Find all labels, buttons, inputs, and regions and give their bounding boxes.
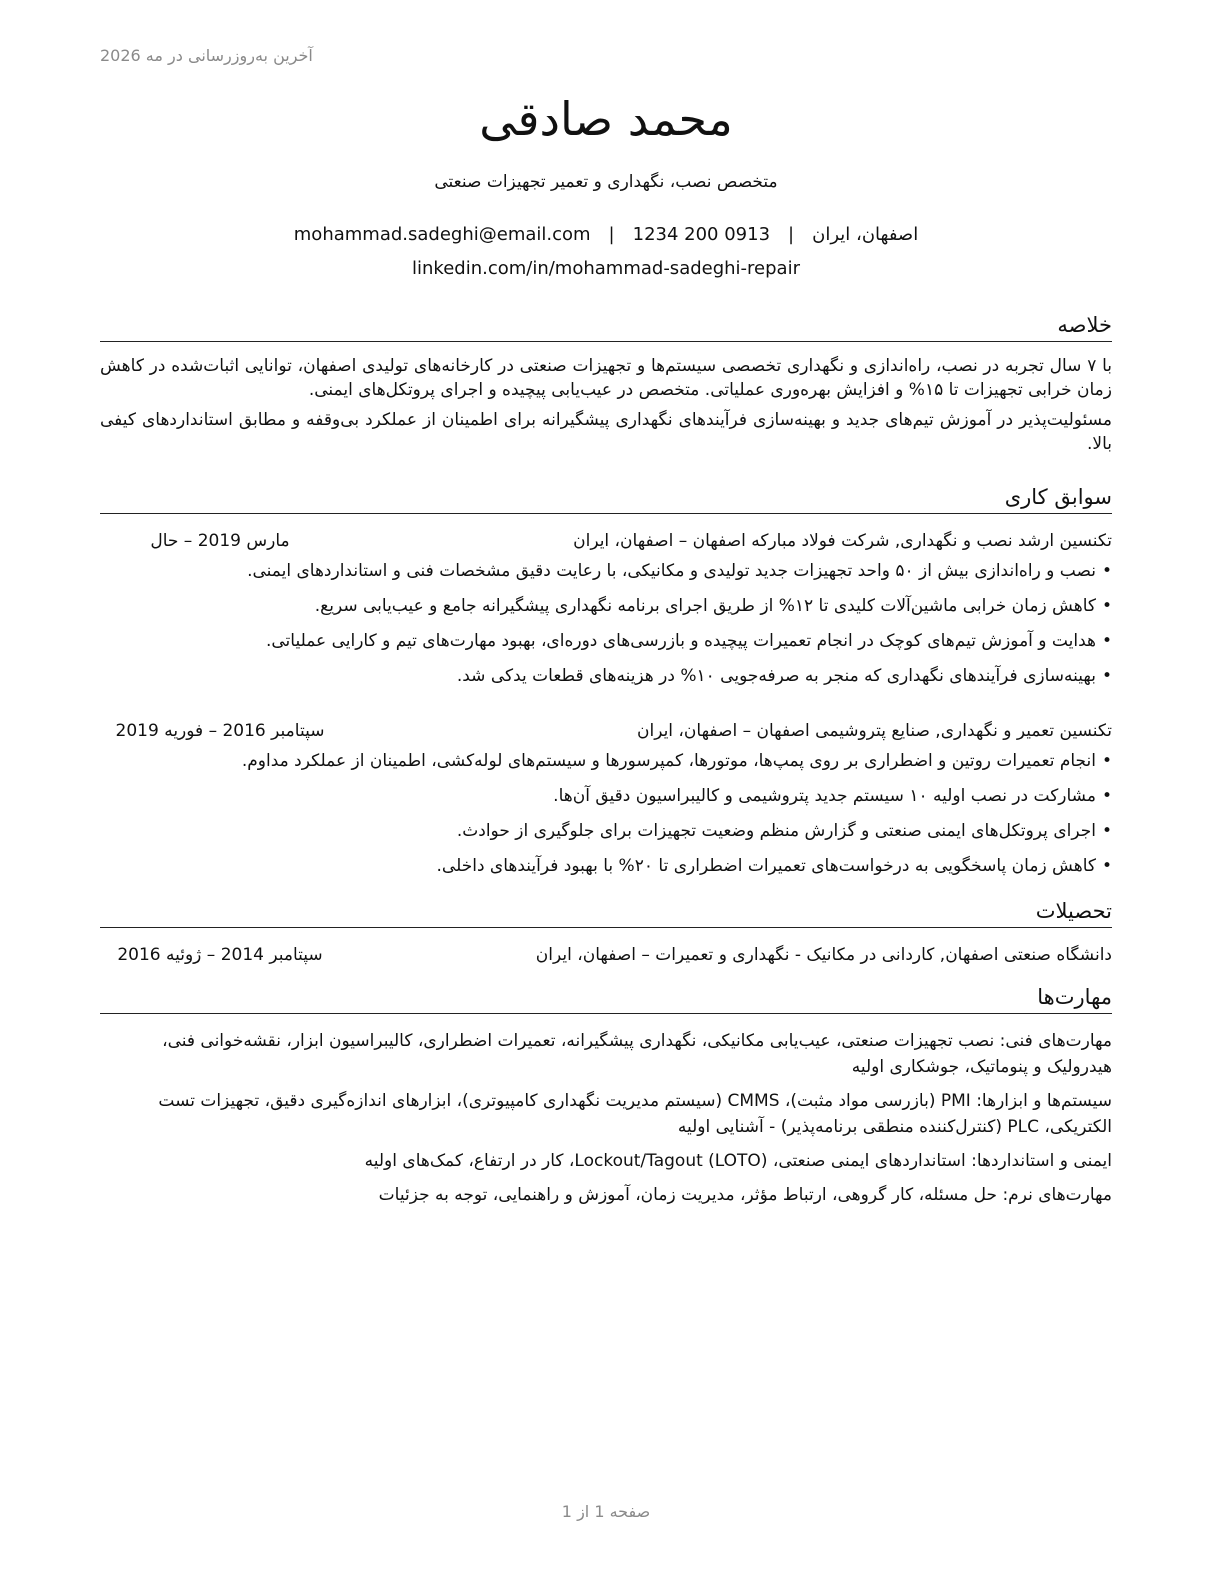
contact-separator: | bbox=[788, 224, 795, 245]
summary-section bbox=[100, 310, 1112, 456]
skills-heading: مهارت‌ها bbox=[100, 982, 1112, 1014]
skill-line: ایمنی و استانداردها: استانداردهای ایمنی صنعتی، Lockout/Tagout (LOTO)، کار در ارتفاع، کمک‌های اولیه bbox=[364, 1151, 1112, 1171]
candidate-subtitle: متخصص نصب، نگهداری و تعمیر تجهیزات صنعتی bbox=[434, 172, 778, 192]
job-entry bbox=[100, 528, 1112, 694]
job-role: تکنسین تعمیر و نگهداری, صنایع پتروشیمی اصفهان – اصفهان، ایران bbox=[636, 721, 1112, 741]
summary-paragraph: مسئولیت‌پذیر در آموزش تیم‌های جدید و بهینه‌سازی فرآیندهای نگهداری پیشگیرانه برای اطمینان از عملکرد بی‌وقفه و مطابق استانداردهای کیفی بالا. bbox=[100, 410, 1112, 454]
education-date: سپتامبر 2014 – ژوئیه 2016 bbox=[117, 945, 323, 965]
education-section bbox=[100, 896, 1112, 968]
page-number: صفحه 1 از 1 bbox=[561, 1502, 651, 1521]
job-role: تکنسین ارشد نصب و نگهداری, شرکت فولاد مبارکه اصفهان – اصفهان، ایران bbox=[573, 531, 1112, 551]
skill-line: سیستم‌ها و ابزارها: PMI (بازرسی مواد مثبت)، CMMS (سیستم مدیریت نگهداری کامپیوتری)، ابزارهای اندازه‌گیری دقیق، تجهیزات تست الکتریکی، PLC (کنترل‌کننده منطقی برنامه‌پذیر) - آشنایی اولیه bbox=[158, 1091, 1112, 1137]
education-institution: دانشگاه صنعتی اصفهان, کاردانی در مکانیک - نگهداری و تعمیرات – اصفهان، ایران bbox=[535, 945, 1112, 965]
contact-email[interactable]: mohammad.sadeghi@email.com bbox=[293, 224, 591, 245]
last-updated-note: آخرین به‌روزرسانی در مه 2026 bbox=[100, 46, 313, 65]
job-date: مارس 2019 – حال bbox=[150, 531, 290, 551]
experience-section bbox=[100, 482, 1112, 884]
job-bullet: • هدایت و آموزش تیم‌های کوچک در انجام تعمیرات پیچیده و بازرسی‌های دوره‌ای، بهبود مهارت‌های تیم و کارایی عملیاتی. bbox=[100, 624, 1112, 659]
job-bullet: • مشارکت در نصب اولیه ۱۰ سیستم جدید پتروشیمی و کالیبراسیون دقیق آن‌ها. bbox=[100, 779, 1112, 814]
skill-line: مهارت‌های فنی: نصب تجهیزات صنعتی، عیب‌یابی مکانیکی، نگهداری پیشگیرانه، تعمیرات اضطراری، کالیبراسیون ابزار، نقشه‌خوانی فنی، هیدرولیک و پنوماتیک، جوشکاری اولیه bbox=[162, 1031, 1112, 1077]
job-bullet: • انجام تعمیرات روتین و اضطراری بر روی پمپ‌ها، موتورها، کمپرسورها و سیستم‌های لوله‌کشی، اطمینان از عملکرد مداوم. bbox=[100, 744, 1112, 779]
job-bullet: • کاهش زمان خرابی ماشین‌آلات کلیدی تا ۱۲% از طریق اجرای برنامه نگهداری پیشگیرانه جامع و عیب‌یابی سریع. bbox=[100, 589, 1112, 624]
contact-phone: 1234 200 0913 bbox=[632, 224, 771, 245]
resume-page bbox=[100, 0, 1112, 1584]
job-bullet: • بهینه‌سازی فرآیندهای نگهداری که منجر به صرفه‌جویی ۱۰% در هزینه‌های قطعات یدکی شد. bbox=[100, 659, 1112, 694]
job-header bbox=[100, 718, 1112, 744]
job-bullet: • کاهش زمان پاسخگویی به درخواست‌های تعمیرات اضطراری تا ۲۰% با بهبود فرآیندهای داخلی. bbox=[100, 849, 1112, 884]
candidate-name: محمد صادقی bbox=[479, 92, 733, 146]
contact-location: اصفهان، ایران bbox=[812, 224, 919, 245]
contact-linkedin[interactable]: linkedin.com/in/mohammad-sadeghi-repair bbox=[412, 258, 800, 279]
job-bullet: • نصب و راه‌اندازی بیش از ۵۰ واحد تجهیزات جدید تولیدی و مکانیکی، با رعایت دقیق مشخصات فنی و استانداردهای ایمنی. bbox=[100, 554, 1112, 589]
job-bullet: • اجرای پروتکل‌های ایمنی صنعتی و گزارش منظم وضعیت تجهیزات برای جلوگیری از حوادث. bbox=[100, 814, 1112, 849]
summary-heading: خلاصه bbox=[100, 310, 1112, 342]
skill-line: مهارت‌های نرم: حل مسئله، کار گروهی، ارتباط مؤثر، مدیریت زمان، آموزش و راهنمایی، توجه به جزئیات bbox=[378, 1185, 1112, 1205]
job-entry bbox=[100, 718, 1112, 884]
job-header bbox=[100, 528, 1112, 554]
job-bullets bbox=[100, 554, 1112, 694]
education-entry bbox=[100, 942, 1112, 968]
contact-separator: | bbox=[608, 224, 615, 245]
job-bullets bbox=[100, 744, 1112, 884]
experience-heading: سوابق کاری bbox=[100, 482, 1112, 514]
contact-line bbox=[100, 224, 1112, 245]
job-date: سپتامبر 2016 – فوریه 2019 bbox=[115, 721, 325, 741]
summary-paragraph: با ۷ سال تجربه در نصب، راه‌اندازی و نگهداری تخصصی سیستم‌ها و تجهیزات صنعتی در کارخانه‌های تولیدی اصفهان، توانایی اثبات‌شده در کاهش زمان خرابی تجهیزات تا ۱۵% و افزایش بهره‌وری عملیاتی. متخصص در عیب‌یابی پیچیده و اجرای پروتکل‌های ایمنی. bbox=[100, 356, 1112, 400]
skills-section bbox=[100, 982, 1112, 1208]
education-heading: تحصیلات bbox=[100, 896, 1112, 928]
